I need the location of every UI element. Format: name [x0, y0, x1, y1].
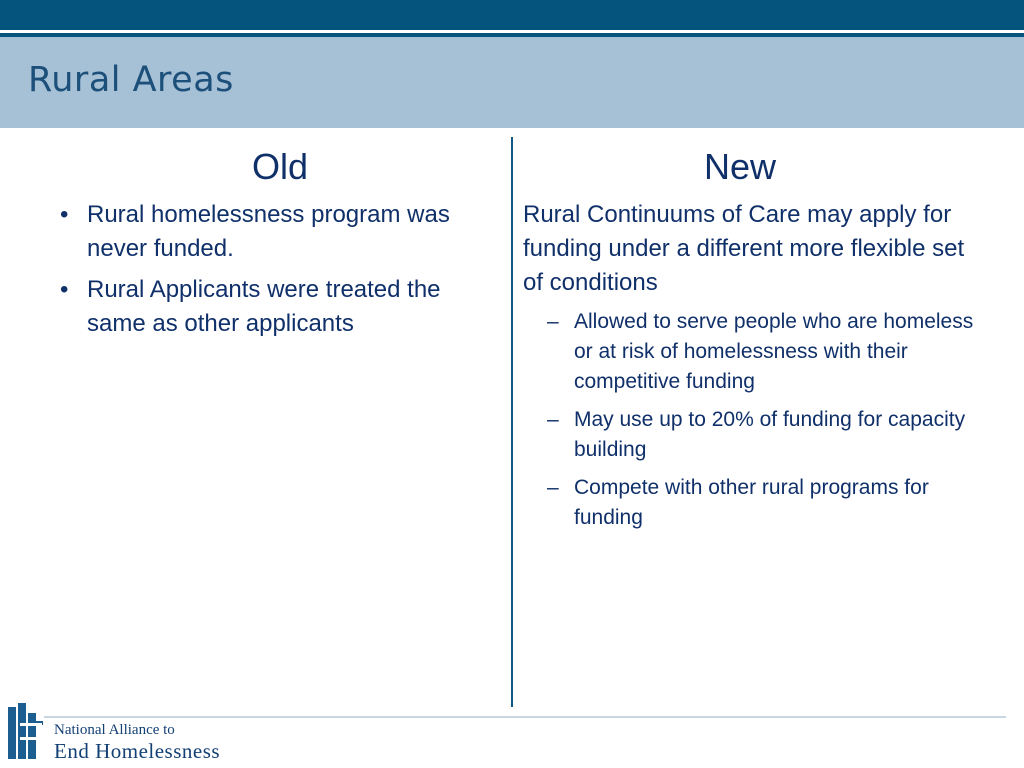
header-stripe — [0, 0, 1024, 30]
list-item-text: Rural Applicants were treated the same as other applicants — [87, 276, 441, 337]
bullet-marker: • — [60, 201, 69, 228]
dash-marker: – — [547, 310, 559, 333]
list-item — [58, 273, 478, 341]
logo-line-1: National Alliance to — [54, 722, 175, 738]
list-item-text: Rural homelessness program was never funded. — [87, 201, 450, 262]
list-item — [547, 473, 983, 533]
logo-line-2: End Homelessness — [54, 739, 221, 763]
list-item — [58, 198, 478, 266]
list-item-text: Allowed to serve people who are homeless or at risk of homelessness with their competitive funding — [574, 310, 974, 393]
old-bullet-list — [58, 198, 478, 348]
new-column-body — [523, 198, 983, 541]
new-intro-text: Rural Continuums of Care may apply for funding under a different more flexible set of conditions — [523, 201, 965, 296]
alliance-logo-text — [54, 722, 220, 763]
bullet-marker: • — [60, 276, 69, 303]
dash-marker: – — [547, 476, 559, 499]
column-divider — [511, 137, 513, 707]
list-item — [547, 405, 983, 465]
list-item — [547, 307, 983, 397]
list-item-text: May use up to 20% of funding for capacity building — [574, 408, 966, 461]
slide-title: Rural Areas — [28, 60, 234, 100]
alliance-logo-icon — [8, 703, 44, 759]
footer-rule — [44, 716, 1006, 718]
new-column-heading: New — [703, 146, 777, 187]
dash-marker: – — [547, 408, 559, 431]
new-sub-list — [523, 307, 983, 533]
list-item-text: Compete with other rural programs for funding — [574, 476, 929, 529]
old-column-heading: Old — [251, 146, 309, 187]
